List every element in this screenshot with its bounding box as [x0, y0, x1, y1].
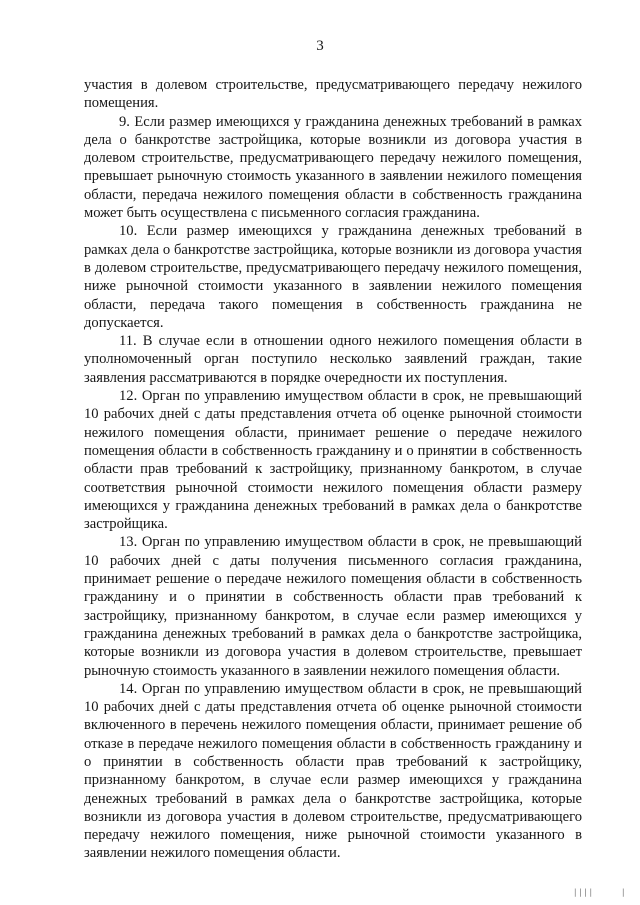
page-number: 3	[316, 38, 324, 54]
paragraph-9: 9. Если размер имеющихся у гражданина денежных требований в рамках дела о банкротстве застройщика, которые возникли из договора участия в долевом строительстве, предусматривающего передачу нежилого помещения, превышает рыночную стоимость указанного в заявлении нежилого помещения области, передача нежилого помещения области в собственность гражданина может быть осуществлена с письменного согласия гражданина.	[84, 113, 582, 222]
document-body	[84, 76, 582, 863]
footer-scan-mark: ││││	[573, 889, 594, 897]
footer-scan-tick: │	[621, 889, 626, 897]
paragraph-14: 14. Орган по управлению имуществом области в срок, не превышающий 10 рабочих дней с даты представления отчета об оценке рыночной стоимости включенного в перечень нежилого помещения области, принимает решение об отказе в передаче нежилого помещения области в собственность гражданину и о принятии в собственность области прав требований к застройщику, признанному банкротом, в случае если размер имеющихся у гражданина денежных требований в рамках дела о банкротстве застройщика, которые возникли из договора участия в долевом строительстве, предусматривающего передачу нежилого помещения, ниже рыночной стоимости указанного в заявлении нежилого помещения области.	[84, 680, 582, 862]
paragraph-10: 10. Если размер имеющихся у гражданина денежных требований в рамках дела о банкротстве застройщика, которые возникли из договора участия в долевом строительстве, предусматривающего передачу нежилого помещения, ниже рыночной стоимости указанного в заявлении нежилого помещения области, передача такого помещения в собственность гражданина не допускается.	[84, 223, 582, 331]
paragraph-13: 13. Орган по управлению имуществом области в срок, не превышающий 10 рабочих дней с даты получения письменного согласия гражданина, принимает решение о передаче нежилого помещения области в собственность гражданину и о принятии в собственность области прав требований к застройщику, признанному банкротом, в случае если размер имеющихся у гражданина денежных требований в рамках дела о банкротстве застройщика, которые возникли из договора участия в долевом строительстве, превышает рыночную стоимость указанного в заявлении нежилого помещения области.	[84, 534, 582, 679]
paragraph-continuation: участия в долевом строительстве, предусматривающего передачу нежилого помещения.	[84, 77, 582, 112]
paragraph-12: 12. Орган по управлению имуществом области в срок, не превышающий 10 рабочих дней с даты представления отчета об оценке рыночной стоимости нежилого помещения области, принимает решение о передаче нежилого помещения области в собственность гражданину и о принятии в собственность области прав требований к застройщику, признанному банкротом, в случае соответствия рыночной стоимости нежилого помещения области размеру имеющихся у гражданина денежных требований в рамках дела о банкротстве застройщика.	[84, 388, 582, 533]
paragraph-11: 11. В случае если в отношении одного нежилого помещения области в уполномоченный орган поступило несколько заявлений граждан, такие заявления рассматриваются в порядке очередности их поступления.	[84, 333, 582, 386]
